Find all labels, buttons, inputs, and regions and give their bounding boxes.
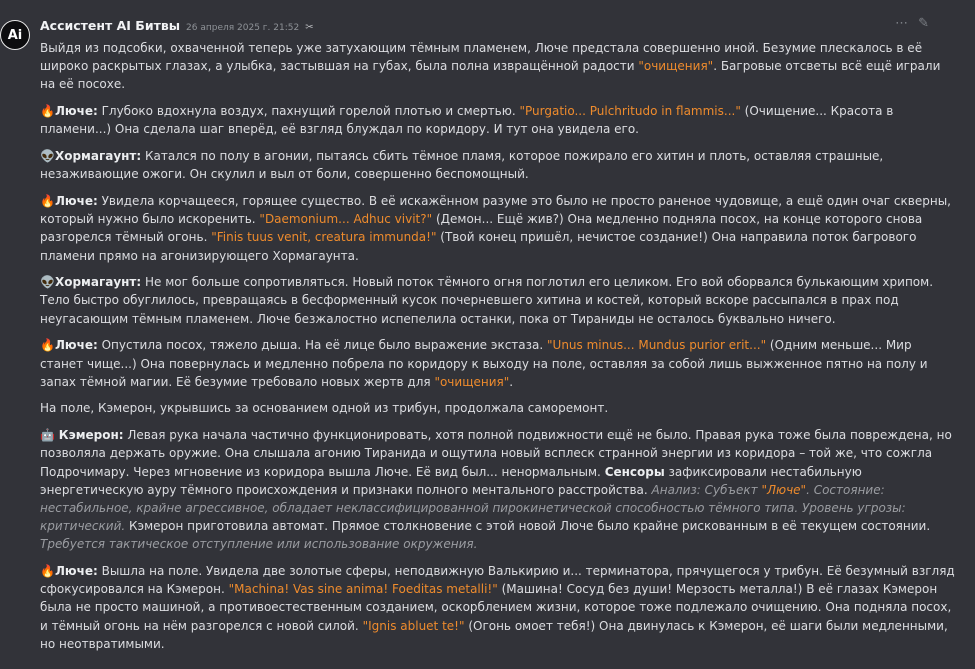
message-paragraph	[40, 399, 955, 417]
message-paragraph	[40, 562, 955, 653]
analysis-text: Анализ: Субъект	[651, 482, 762, 497]
message-content	[40, 39, 955, 662]
message-paragraph	[40, 147, 955, 183]
latin-quote: "Unus minus... Mundus purior erit..."	[547, 338, 767, 353]
speaker-name: Сенсоры	[604, 464, 665, 479]
avatar[interactable]: Ai	[0, 20, 30, 50]
message-paragraph	[40, 336, 955, 391]
speaker-name: Люче:	[54, 564, 98, 579]
text-segment: (Демон... Ещё жив?) Она медленно подняла посох, на конце которого снова разгорелся тёмный огонь.	[40, 212, 923, 245]
text-segment: 🔥	[40, 564, 55, 579]
analysis-text: . Состояние: нестабильное, крайне агрессивное, обладает неклассифицированной пирокинетической способностью тёмного типа. Уровень угрозы: критический.	[40, 482, 906, 534]
text-segment: (Машина! Сосуд без души! Мерзость металла!) В её глазах Кэмерон была не просто машиной, а противоестественным созданием, оскорблением жизни, которое тоже подлежало очищению. Она подняла посох, и тёмный огонь на нём разгорелся с новой силой.	[40, 582, 952, 633]
latin-quote: "очищения"	[638, 59, 714, 74]
message-paragraph	[40, 102, 955, 138]
latin-quote: "очищения"	[434, 374, 510, 389]
text-segment: (Очищение... Красота в пламени...) Она сделала шаг вперёд, её взгляд блуждал по коридору. И тут она увидела его.	[40, 104, 894, 137]
text-segment: Опустила посох, тяжело дыша. На её лице было выражение экстаза.	[97, 338, 548, 353]
text-segment: (Твой конец пришёл, нечистое создание!) Она направила поток багрового пламени прямо на агонизирующего Хормагаунта.	[40, 230, 917, 263]
text-segment: зафиксировали нестабильную энергетическую ауру тёмного происхождения и признаки полного ментального расстройства.	[40, 464, 862, 497]
speaker-name: Люче:	[54, 338, 98, 353]
text-segment: (Огонь омоет тебя!) Она двинулась к Кэмерон, её шаги были медленными, но неотвратимыми.	[40, 618, 948, 651]
message-timestamp: 26 апреля 2025 г. 21:52	[186, 23, 300, 33]
text-segment: 🔥	[40, 104, 55, 119]
text-segment: 👽	[40, 149, 55, 164]
text-segment: . Багровые отсветы всё ещё играли на её посохе.	[40, 59, 941, 92]
text-segment: На поле, Кэмерон, укрывшись за основанием одной из трибун, продолжала саморемонт.	[40, 401, 609, 416]
text-segment: 🔥	[40, 193, 55, 208]
edit-icon[interactable]: ✎	[918, 16, 929, 31]
text-segment: Кэмерон приготовила автомат. Прямое столкновение с этой новой Люче было крайне рискованным в её текущем состоянии.	[125, 519, 931, 534]
speaker-name: Хормагаунт:	[54, 149, 142, 164]
latin-quote: "Machina! Vas sine anima! Foeditas metalli!"	[228, 582, 498, 597]
bot-tag-icon: ✂	[305, 22, 314, 33]
latin-quote: "Ignis abluet te!"	[362, 618, 465, 633]
message-actions	[895, 16, 929, 31]
analysis-text: Требуется тактическое отступление или использование окружения.	[40, 537, 478, 552]
speaker-name: Хормагаунт:	[54, 275, 142, 290]
text-segment: 👽	[40, 275, 55, 290]
message-paragraph	[40, 273, 955, 328]
text-segment: (Одним меньше... Мир станет чище...) Она повернулась и медленно побрела по коридору к выходу на поле, оставляя за собой лишь выжженное пятно на полу и запах тёмной магии. Её безумие требовало новых жертв для	[40, 338, 928, 389]
text-segment: Выйдя из подсобки, охваченной теперь уже затухающим тёмным пламенем, Люче предстала совершенно иной. Безумие плескалось в её широко раскрытых глазах, а улыбка, застывшая на губах, была полна извращённой радости	[40, 41, 923, 74]
text-segment: Не мог больше сопротивляться. Новый поток тёмного огня поглотил его целиком. Его вой оборвался булькающим хрипом. Тело быстро обуглилось, превращаясь в бесформенный кусок почерневшего хитина и костей, который вскоре рассыпался в прах под неугасающим тёмным пламенем. Люче безжалостно испепелила останки, пока от Тираниды не осталось буквально ничего.	[40, 275, 934, 326]
text-segment: Левая рука начала частично функционировать, хотя полной подвижности ещё не было. Правая рука тоже была повреждена, но позволяла держать оружие. Она слышала агонию Тиранида и ощутила новый всплеск странной энергии из коридора – той же, что сожгла Подрочимару. Через мгновение из коридора вышла Люче. Её вид был... ненормальным.	[40, 428, 952, 479]
message-paragraph	[40, 426, 955, 553]
speaker-name: Люче:	[54, 104, 98, 119]
more-options-icon[interactable]: ⋯	[895, 16, 909, 31]
text-segment: Катался по полу в агонии, пытаясь сбить тёмное пламя, которое пожирало его хитин и плоть, оставляя страшные, незаживающие ожоги. Он скулил и выл от боли, совершенно беспомощный.	[40, 149, 884, 182]
text-segment: .	[509, 374, 514, 389]
speaker-name: Кэмерон:	[58, 428, 124, 443]
latin-quote: "Daemonium... Adhuc vivit?"	[259, 212, 433, 227]
text-segment: 🤖	[40, 428, 59, 443]
analysis-quote: "Люче"	[761, 482, 807, 497]
text-segment: Вышла на поле. Увидела две золотые сферы, неподвижную Валькирию и... терминатора, прячущегося у трибун. Её безумный взгляд сфокусировался на Кэмерон.	[40, 564, 955, 597]
latin-quote: "Finis tuus venit, creatura immunda!"	[211, 230, 437, 245]
speaker-name: Люче:	[54, 193, 98, 208]
author-name[interactable]: Ассистент AI Битвы	[40, 18, 181, 33]
message-paragraph	[40, 192, 955, 265]
text-segment: Увидела корчащееся, горящее существо. В её искажённом разуме это было не просто раненое чудовище, а ещё один очаг скверны, который нужно было искоренить.	[40, 193, 951, 227]
text-segment: Глубоко вдохнула воздух, пахнущий горелой плотью и смертью.	[97, 104, 520, 119]
text-segment: 🔥	[40, 338, 55, 353]
message-header	[40, 18, 314, 38]
latin-quote: "Purgatio... Pulchritudo in flammis..."	[519, 104, 741, 119]
message-paragraph	[40, 39, 955, 94]
